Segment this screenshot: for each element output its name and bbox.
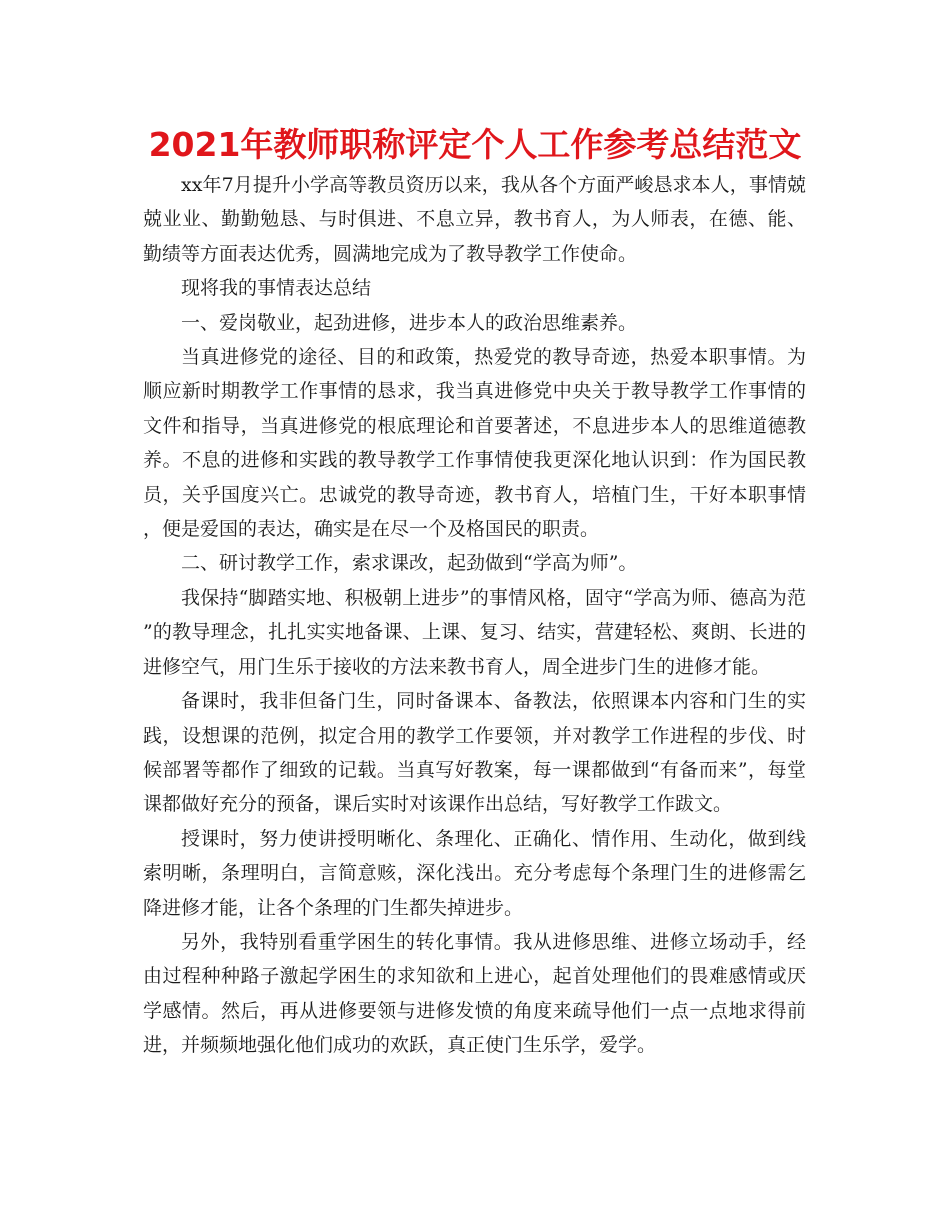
paragraph: 二、研讨教学工作，索求课改，起劲做到“学高为师”。 <box>181 552 638 575</box>
paragraph: 一、爱岗敬业，起劲进修，进步本人的政治思维素养。 <box>181 311 638 334</box>
document-body <box>143 168 806 1063</box>
paragraph: 授课时，努力使讲授明晰化、条理化、正确化、情作用、生动化，做到线索明晰，条理明白，言简意赅，深化浅出。充分考虑每个条理门生的进修需乞降进修才能，让各个条理的门生都失掉进步。 <box>143 827 806 919</box>
paragraph: xx年7月提升小学高等教员资历以来，我从各个方面严峻恳求本人，事情兢兢业业、勤勤勉恳、与时俱进、不息立异，教书育人，为人师表，在德、能、勤绩等方面表达优秀，圆满地完成为了教导教学工作使命。 <box>143 174 806 265</box>
paragraph: 当真进修党的途径、目的和政策，热爱党的教导奇迹，热爱本职事情。为顺应新时期教学工作事情的恳求，我当真进修党中央关于教导教学工作事情的文件和指导，当真进修党的根底理论和首要著述，不息进步本人的思维道德教养。不息的进修和实践的教导教学工作事情使我更深化地认识到：作为国民教员，关乎国度兴亡。忠诚党的教导奇迹，教书育人，培植门生，干好本职事情，便是爱国的表达，确实是在尽一个及格国民的职责。 <box>143 346 806 541</box>
paragraph: 另外，我特别看重学困生的转化事情。我从进修思维、进修立场动手，经由过程种种路子激起学困生的求知欲和上进心，起首处理他们的畏难感情或厌学感情。然后，再从进修要领与进修发愤的角度来疏导他们一点一点地求得前进，并频频地强化他们成功的欢跃，真正使门生乐学，爱学。 <box>143 930 806 1057</box>
paragraph: 我保持“脚踏实地、积极朝上进步”的事情风格，固守“学高为师、德高为范”的教导理念，扎扎实实地备课、上课、复习、结实，营建轻松、爽朗、长进的进修空气，用门生乐于接收的方法来教书育人，周全进步门生的进修才能。 <box>143 586 806 678</box>
paragraph: 现将我的事情表达总结 <box>181 277 372 300</box>
document-title: 2021年教师职称评定个人工作参考总结范文 <box>148 125 802 164</box>
paragraph: 备课时，我非但备门生，同时备课本、备教法，依照课本内容和门生的实践，设想课的范例，拟定合用的教学工作要领，并对教学工作进程的步伐、时候部署等都作了细致的记载。当真写好教案，每一课都做到“有备而来”，每堂课都做好充分的预备，课后实时对该课作出总结，写好教学工作跋文。 <box>143 690 806 816</box>
